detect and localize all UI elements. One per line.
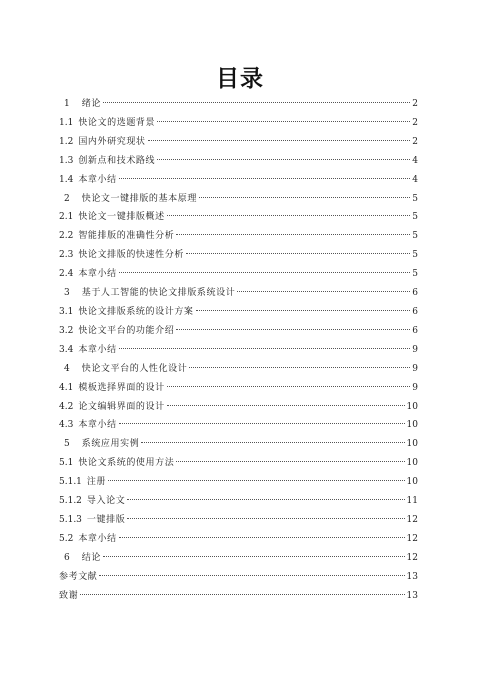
toc-dot-leader xyxy=(108,480,404,481)
toc-dot-leader xyxy=(157,159,410,160)
toc-dot-leader xyxy=(186,253,410,254)
toc-entry-number: 2 xyxy=(64,193,70,204)
toc-entry[interactable] xyxy=(59,171,418,190)
toc-entry-label: 本章小结 xyxy=(78,420,117,431)
toc-entry-number: 2.4 xyxy=(59,269,74,280)
toc-entry-number: 3.4 xyxy=(59,344,74,355)
toc-entry-number: 5.1.2 xyxy=(59,496,82,507)
toc-entry-page-number: 10 xyxy=(406,477,418,488)
toc-entry-page-number: 4 xyxy=(412,155,418,166)
toc-entry-number: 1.4 xyxy=(59,174,74,185)
toc-dot-leader xyxy=(80,594,404,595)
toc-entry-label: 本章小结 xyxy=(78,174,117,185)
toc-entry-page-number: 9 xyxy=(412,363,418,374)
toc-dot-leader xyxy=(141,442,404,443)
toc-dot-leader xyxy=(103,102,410,103)
toc-entry-label: 本章小结 xyxy=(78,269,117,280)
toc-entry-label: 致谢 xyxy=(59,590,79,601)
toc-entry-label: 本章小结 xyxy=(78,533,117,544)
toc-entry-label: 注册 xyxy=(86,477,107,488)
toc-entry-page-number: 9 xyxy=(412,344,418,355)
toc-entry-number: 6 xyxy=(64,552,70,563)
toc-entry-label: 参考文献 xyxy=(59,571,98,582)
toc-entry[interactable] xyxy=(59,454,418,473)
toc-entry-page-number: 2 xyxy=(412,117,418,128)
toc-entry-page-number: 5 xyxy=(412,269,418,280)
toc-entry[interactable] xyxy=(59,227,418,246)
toc-entry-label: 快论文的选题背景 xyxy=(78,117,156,128)
toc-entry-number: 1.3 xyxy=(59,155,74,166)
toc-entry-page-number: 10 xyxy=(406,439,418,450)
toc-entry-label: 快论文平台的人性化设计 xyxy=(81,363,188,374)
toc-entry[interactable] xyxy=(59,511,418,530)
toc-entry[interactable] xyxy=(59,284,418,303)
toc-entry-number: 2.3 xyxy=(59,250,74,261)
toc-dot-leader xyxy=(119,272,411,273)
toc-entry[interactable] xyxy=(59,152,418,171)
toc-entry-label: 基于人工智能的快论文排版系统设计 xyxy=(81,288,236,299)
toc-entry-label: 快论文一键排版的基本原理 xyxy=(81,193,197,204)
toc-list xyxy=(59,95,418,605)
toc-entry[interactable] xyxy=(59,568,418,587)
toc-dot-leader xyxy=(237,291,410,292)
toc-dot-leader xyxy=(99,575,404,576)
toc-entry-page-number: 5 xyxy=(412,231,418,242)
toc-entry[interactable] xyxy=(59,322,418,341)
toc-dot-leader xyxy=(103,556,405,557)
toc-entry-page-number: 2 xyxy=(412,136,418,147)
toc-entry-label: 快论文系统的使用方法 xyxy=(78,458,175,469)
toc-entry-number: 1.1 xyxy=(59,117,74,128)
toc-entry-number: 5.1.1 xyxy=(59,477,82,488)
toc-entry-number: 5.1.3 xyxy=(59,514,82,525)
toc-entry[interactable] xyxy=(59,246,418,265)
toc-entry-page-number: 10 xyxy=(406,458,418,469)
toc-entry-page-number: 11 xyxy=(406,496,418,507)
toc-entry-label: 系统应用实例 xyxy=(81,439,140,450)
toc-entry-number: 1.2 xyxy=(59,136,74,147)
toc-dot-leader xyxy=(176,234,410,235)
toc-entry-page-number: 10 xyxy=(406,420,418,431)
toc-entry-number: 4.3 xyxy=(59,420,74,431)
toc-title: 目录 xyxy=(216,66,264,92)
toc-entry-label: 快论文一键排版概述 xyxy=(78,212,165,223)
toc-entry-number: 3.1 xyxy=(59,306,74,317)
toc-entry-number: 3 xyxy=(64,288,70,299)
toc-entry-number: 4.2 xyxy=(59,401,74,412)
toc-entry-page-number: 9 xyxy=(412,382,418,393)
toc-entry-number: 5.2 xyxy=(59,533,74,544)
toc-entry[interactable] xyxy=(59,95,418,114)
toc-entry[interactable] xyxy=(59,208,418,227)
toc-entry-label: 快论文排版系统的设计方案 xyxy=(78,306,194,317)
toc-entry-page-number: 10 xyxy=(406,401,418,412)
toc-entry-page-number: 12 xyxy=(406,533,418,544)
toc-dot-leader xyxy=(119,537,405,538)
toc-entry-page-number: 5 xyxy=(412,250,418,261)
toc-entry[interactable] xyxy=(59,133,418,152)
toc-entry-page-number: 2 xyxy=(412,99,418,109)
toc-entry[interactable] xyxy=(59,416,418,435)
toc-entry-number: 4.1 xyxy=(59,382,74,393)
toc-dot-leader xyxy=(127,518,404,519)
toc-entry-page-number: 12 xyxy=(406,552,418,563)
toc-entry[interactable] xyxy=(59,265,418,284)
toc-entry-label: 绪论 xyxy=(81,99,101,109)
toc-entry-label: 快论文排版的快速性分析 xyxy=(78,250,184,261)
toc-entry-label: 一键排版 xyxy=(86,514,126,525)
toc-entry-page-number: 5 xyxy=(412,193,418,204)
toc-entry-label: 快论文平台的功能介绍 xyxy=(78,325,175,336)
toc-entry-label: 创新点和技术路线 xyxy=(78,155,156,166)
toc-entry-number: 2.1 xyxy=(59,212,74,223)
toc-dot-leader xyxy=(119,423,405,424)
toc-entry-label: 本章小结 xyxy=(78,344,117,355)
toc-entry-page-number: 6 xyxy=(412,288,418,299)
toc-entry-page-number: 5 xyxy=(412,212,418,223)
toc-dot-leader xyxy=(127,499,404,500)
toc-entry[interactable] xyxy=(59,398,418,417)
toc-entry-page-number: 6 xyxy=(412,325,418,336)
toc-dot-leader xyxy=(199,197,410,198)
toc-dot-leader xyxy=(176,329,410,330)
toc-dot-leader xyxy=(119,178,411,179)
toc-dot-leader xyxy=(189,367,410,368)
toc-entry[interactable] xyxy=(59,530,418,549)
toc-entry[interactable] xyxy=(59,114,418,133)
toc-entry-number: 4 xyxy=(64,363,70,374)
toc-dot-leader xyxy=(167,215,411,216)
toc-dot-leader xyxy=(157,121,410,122)
toc-entry-number: 3.2 xyxy=(59,325,74,336)
toc-dot-leader xyxy=(176,461,404,462)
toc-dot-leader xyxy=(119,348,411,349)
toc-entry-page-number: 13 xyxy=(406,590,418,601)
toc-entry[interactable] xyxy=(59,492,418,511)
toc-entry[interactable] xyxy=(59,435,418,454)
toc-entry-label: 结论 xyxy=(81,552,101,563)
toc-entry[interactable] xyxy=(59,303,418,322)
toc-entry-number: 5 xyxy=(64,439,70,450)
toc-entry-label: 导入论文 xyxy=(86,496,126,507)
toc-entry[interactable] xyxy=(59,549,418,568)
toc-dot-leader xyxy=(167,386,411,387)
toc-entry-page-number: 4 xyxy=(412,174,418,185)
toc-entry[interactable] xyxy=(59,360,418,379)
toc-entry[interactable] xyxy=(59,190,418,209)
toc-entry[interactable] xyxy=(59,341,418,360)
toc-dot-leader xyxy=(196,310,411,311)
toc-dot-leader xyxy=(167,405,405,406)
toc-entry-page-number: 12 xyxy=(406,514,418,525)
toc-entry-label: 智能排版的准确性分析 xyxy=(78,231,175,242)
toc-entry[interactable] xyxy=(59,587,418,606)
toc-entry-number: 1 xyxy=(64,99,70,109)
toc-entry-number: 5.1 xyxy=(59,458,74,469)
toc-entry-page-number: 6 xyxy=(412,306,418,317)
toc-entry-page-number: 13 xyxy=(406,571,418,582)
toc-entry-number: 2.2 xyxy=(59,231,74,242)
toc-entry-label: 论文编辑界面的设计 xyxy=(78,401,165,412)
toc-entry-label: 模板选择界面的设计 xyxy=(78,382,165,393)
toc-entry[interactable] xyxy=(59,379,418,398)
toc-entry-label: 国内外研究现状 xyxy=(78,136,146,147)
toc-dot-leader xyxy=(148,140,411,141)
toc-entry[interactable] xyxy=(59,473,418,492)
